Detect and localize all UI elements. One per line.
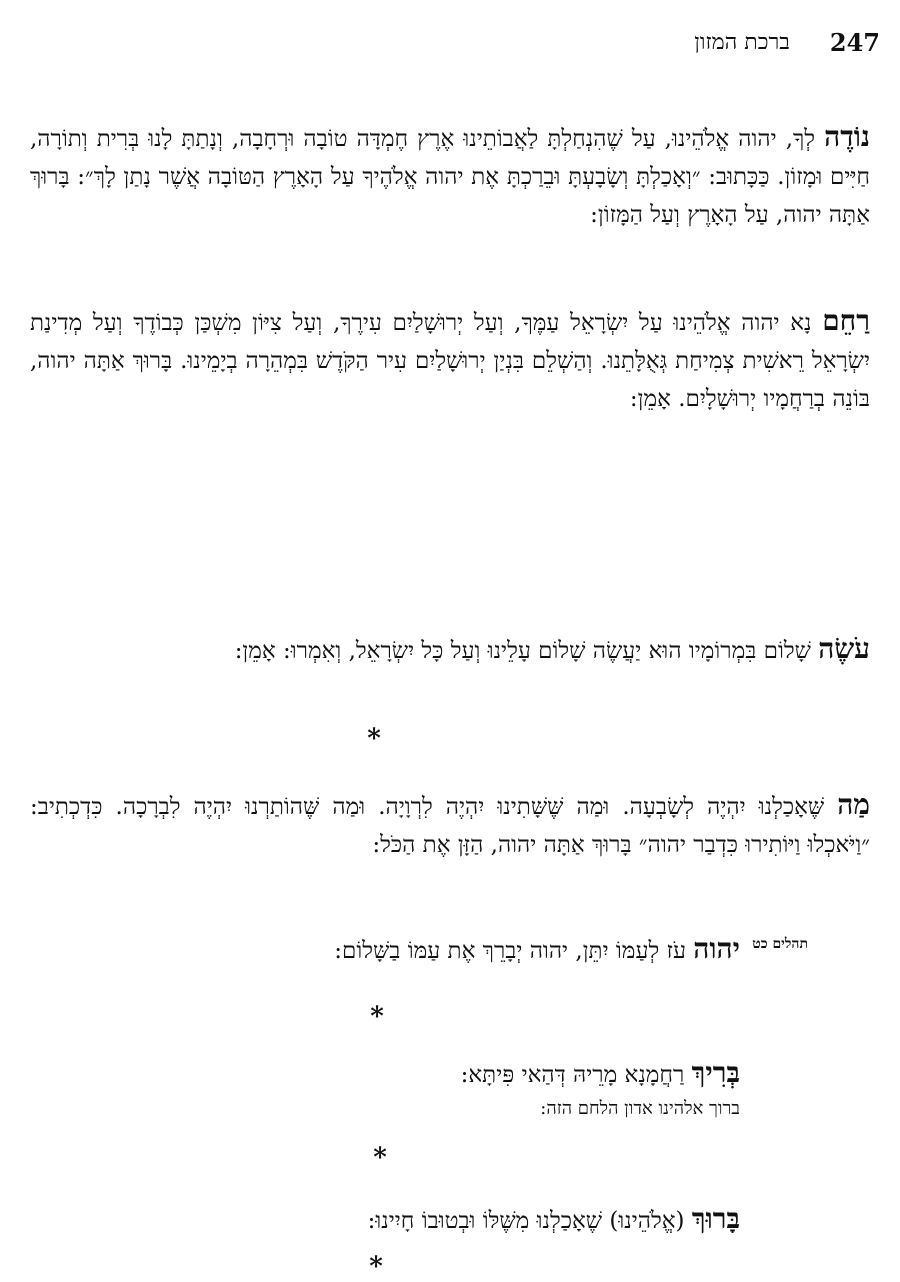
paragraph-text: שָׁלוֹם בִּמְרוֹמָיו הוּא יַעֲשֶׂה שָׁלוֹם עָלֵינוּ וְעַל כָּל יִשְׂרָאֵל, וְאִמְרוּ: אָמֵן: bbox=[234, 638, 819, 664]
paragraph-text: שֶּׁאָכַלְנוּ יִהְיֶה לְשָׂבְעָה. וּמַה שֶּׁשָּׁתִינוּ יִהְיֶה לִרְוָיָה. וּמַה שֶּׁהוֹתַרְנוּ יִהְיֶה לִבְרָכָה. כִּדְכְתִיב: ״וַיֹּאכְלוּ וַיּוֹתִירוּ כִּדְבַר יהוה״ בָּרוּךְ אַתָּה יהוה, הַזָּן אֶת הַכֹּל: bbox=[30, 794, 870, 858]
section-divider-star: * bbox=[367, 724, 381, 754]
lead-word: יהוה bbox=[693, 932, 740, 965]
page-number: 247 bbox=[829, 27, 880, 57]
paragraph-text: לְךָ, יהוה אֱלֹהֵינוּ, עַל שֶׁהִנְחַלְתָּ לַאֲבוֹתֵינוּ אֶרֶץ חֶמְדָּה טוֹבָה וּרְחָבָה, וְנָתַתָּ לָנוּ בְּרִית וְתוֹרָה, חַיִּים וּמָזוֹן. כַּכָּתוּב: ״וְאָכַלְתָּ וְשָׂבָעְתָּ וּבֵרַכְתָּ אֶת יהוה אֱלֹהֶיךָ עַל הָאָרֶץ הַטּוֹבָה אֲשֶׁר נָתַן לָךְ״: בָּרוּךְ אַתָּה יהוה, עַל הָאָרֶץ וְעַל הַמָּזוֹן: bbox=[30, 126, 870, 228]
paragraph-brich bbox=[461, 1054, 740, 1094]
paragraph-rachem bbox=[30, 302, 870, 418]
lead-word: מַה bbox=[837, 788, 870, 821]
paragraph-oseh bbox=[30, 630, 870, 670]
paragraph-text: עֹז לְעַמּוֹ יִתֵּן, יהוה יְבָרֵךְ אֶת עַמּוֹ בַשָּׁלוֹם: bbox=[334, 938, 694, 964]
section-divider-star: * bbox=[369, 1252, 383, 1282]
lead-word: בָּרוּךְ bbox=[691, 1202, 740, 1235]
lead-word: עֹשֶׂה bbox=[818, 632, 870, 665]
paragraph-baruch bbox=[368, 1200, 740, 1240]
translation-line: ברוך אלהינו אדון הלחם הזה: bbox=[540, 1098, 740, 1119]
margin-source-note: תהלים כט bbox=[752, 936, 808, 952]
lead-word: נוֹדֶה bbox=[824, 120, 870, 153]
section-divider-star: * bbox=[370, 1002, 384, 1032]
paragraph-text: רַחֲמָנָא מָרֵיהּ דְּהַאי פִּיתָּא: bbox=[460, 1062, 692, 1088]
paragraph-mah bbox=[30, 786, 870, 864]
section-divider-star: * bbox=[373, 1143, 387, 1173]
running-title: ברכת המזון bbox=[694, 30, 790, 55]
lead-word: בְּרִיךְ bbox=[691, 1056, 740, 1089]
page-header bbox=[640, 22, 880, 62]
paragraph-adonai-oz bbox=[334, 930, 740, 970]
lead-word: רַחֵם bbox=[822, 304, 870, 337]
paragraph-text: נָא יהוה אֱלֹהֵינוּ עַל יִשְׂרָאֵל עַמֶּךָ, וְעַל יְרוּשָׁלַיִם עִירֶךָ, וְעַל צִיּוֹן מִשְׁכַּן כְּבוֹדֶךָ וְעַל מְדִינַת יִשְׂרָאֵל רֵאשִׁית צְמִיחַת גְּאֻלָּתֵנוּ. וְהַשְׁלֵם בִּנְיַן יְרוּשָׁלַיִם עִיר הַקֹּדֶשׁ בִּמְהֵרָה בְיָמֵינוּ. בָּרוּךְ אַתָּה יהוה, בּוֹנֵה בְרַחֲמָיו יְרוּשָׁלָיִם. אָמֵן: bbox=[30, 310, 870, 412]
paragraph-nodeh bbox=[30, 118, 870, 234]
paragraph-text: (אֱלֹהֵינוּ) שֶׁאָכַלְנוּ מִשֶּׁלּוֹ וּבְטוּבוֹ חָיִינוּ: bbox=[367, 1208, 692, 1234]
